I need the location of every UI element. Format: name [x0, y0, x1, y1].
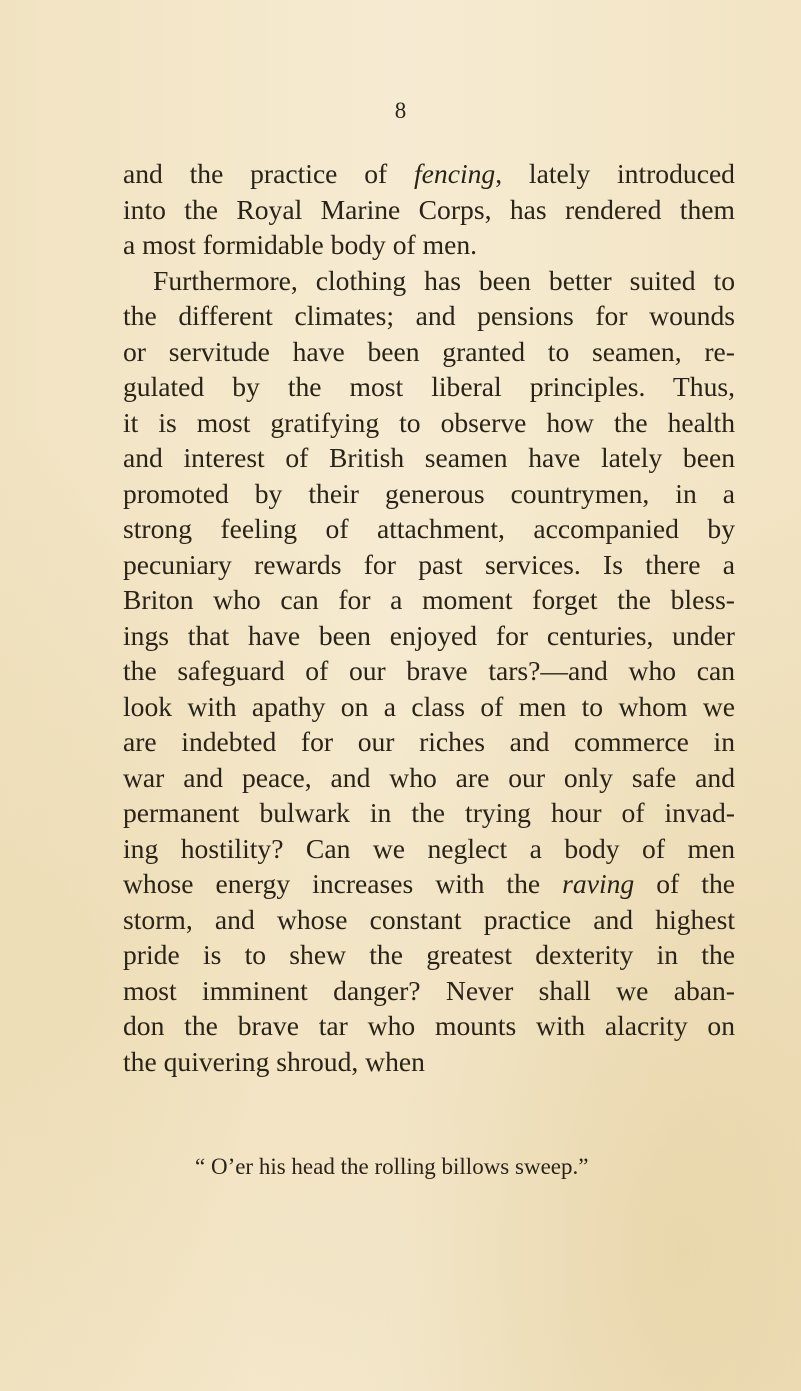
text-line: strong feeling of attachment, accompanied by	[123, 513, 735, 544]
text-line: Briton who can for a moment forget the bless-	[123, 584, 735, 615]
text-line: the safeguard of our brave tars?—and who can	[123, 655, 735, 686]
text-line: or servitude have been granted to seamen, re-	[123, 335, 735, 367]
verse-quotation: “ O’er his head the rolling billows sweep.”	[195, 1154, 589, 1179]
text-line: it is most gratifying to observe how the health	[123, 406, 735, 438]
text-line: whose energy increases with the raving of the	[123, 868, 735, 899]
text-line: permanent bulwark in the trying hour of invad-	[123, 797, 735, 828]
text-line: the quivering shroud, when	[123, 1045, 425, 1077]
italic-word: fencing	[414, 158, 496, 189]
text-line: ing hostility? Can we neglect a body of men	[123, 832, 735, 864]
text-line: war and peace, and who are our only safe and	[123, 761, 735, 793]
text-line: pecuniary rewards for past services. Is there a	[123, 548, 735, 580]
text-line: most imminent danger? Never shall we aban-	[123, 974, 735, 1006]
text-line: the different climates; and pensions for wounds	[123, 300, 735, 331]
text-line: and the practice of fencing, lately introduced	[123, 158, 735, 189]
text-line: don the brave tar who mounts with alacrity on	[123, 1010, 735, 1041]
text-line: storm, and whose constant practice and highest	[123, 903, 735, 935]
text-line: ings that have been enjoyed for centuries, under	[123, 619, 735, 651]
text-line: gulated by the most liberal principles. Thus,	[123, 371, 735, 402]
italic-word: raving	[562, 868, 635, 899]
body-text	[123, 156, 735, 1079]
text-line: a most formidable body of men.	[123, 229, 478, 260]
text-line: promoted by their generous countrymen, in a	[123, 477, 735, 509]
text-line: into the Royal Marine Corps, has rendered them	[123, 193, 735, 225]
text-line: and interest of British seamen have lately been	[123, 442, 735, 473]
paragraph-start-line: Furthermore, clothing has been better suited to	[153, 264, 735, 296]
page-number: 8	[394, 98, 407, 123]
text-line: look with apathy on a class of men to whom we	[123, 690, 735, 722]
text-line: pride is to shew the greatest dexterity in the	[123, 939, 735, 970]
text-line: are indebted for our riches and commerce in	[123, 726, 735, 757]
